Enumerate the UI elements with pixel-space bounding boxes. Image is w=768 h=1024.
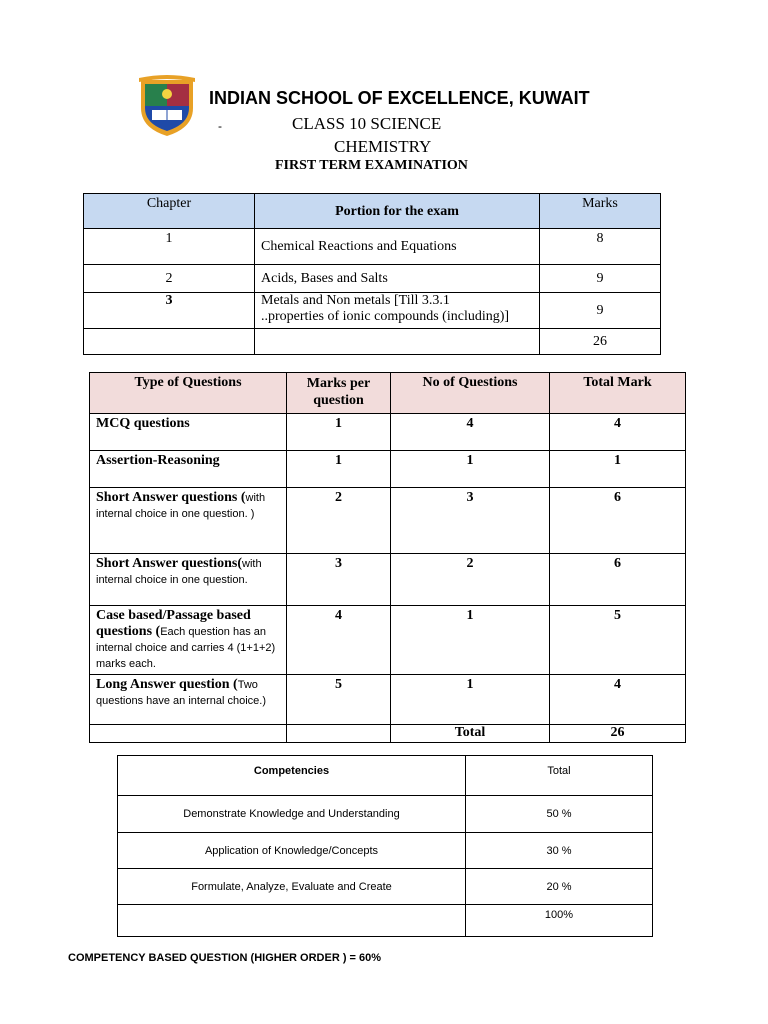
count-cell: 2 bbox=[391, 554, 550, 606]
header-type: Type of Questions bbox=[90, 373, 287, 414]
header-total: Total bbox=[466, 756, 653, 796]
empty-cell bbox=[90, 725, 287, 743]
chapter-cell: 2 bbox=[84, 265, 255, 293]
header-chapter: Chapter bbox=[84, 194, 255, 229]
question-type-cell bbox=[90, 675, 287, 725]
table-row bbox=[118, 869, 653, 905]
total-value: 26 bbox=[550, 725, 686, 743]
count-cell: 1 bbox=[391, 451, 550, 488]
table-total-row bbox=[118, 905, 653, 937]
competency-header bbox=[118, 756, 653, 796]
total-label: Total bbox=[391, 725, 550, 743]
school-crest-icon bbox=[135, 74, 199, 138]
table-row bbox=[118, 833, 653, 869]
marks-cell: 4 bbox=[287, 606, 391, 675]
question-type-cell bbox=[90, 451, 287, 488]
question-type-table bbox=[89, 372, 686, 743]
total-marks-cell: 26 bbox=[540, 329, 661, 355]
portion-line: Metals and Non metals [Till 3.3.1 bbox=[261, 293, 450, 308]
table-row bbox=[84, 229, 661, 265]
header-marks: Marks bbox=[540, 194, 661, 229]
table-row bbox=[84, 329, 661, 355]
count-cell: 1 bbox=[391, 675, 550, 725]
table-row bbox=[90, 606, 686, 675]
chapter-cell: 1 bbox=[84, 229, 255, 265]
marks-cell: 2 bbox=[287, 488, 391, 554]
portion-cell: Acids, Bases and Salts bbox=[255, 265, 540, 293]
competency-name: Formulate, Analyze, Evaluate and Create bbox=[118, 869, 466, 905]
question-note: Two questions have an internal choice.) bbox=[96, 679, 266, 707]
school-name: INDIAN SCHOOL OF EXCELLENCE, KUWAIT bbox=[209, 88, 590, 108]
table-row bbox=[90, 675, 686, 725]
header-count: No of Questions bbox=[391, 373, 550, 414]
empty-cell bbox=[118, 905, 466, 937]
chapter-cell: 3 bbox=[84, 293, 255, 329]
header-portion: Portion for the exam bbox=[255, 194, 540, 229]
table-row bbox=[118, 796, 653, 833]
question-note: with internal choice in one question. ) bbox=[96, 492, 266, 520]
marks-cell: 5 bbox=[287, 675, 391, 725]
header-competencies: Competencies bbox=[118, 756, 466, 796]
count-cell: 1 bbox=[391, 606, 550, 675]
question-table-header bbox=[90, 373, 686, 414]
portion-cell bbox=[255, 293, 540, 329]
total-cell: 1 bbox=[550, 451, 686, 488]
footer-note: COMPETENCY BASED QUESTION (HIGHER ORDER ) = 60% bbox=[68, 952, 382, 964]
question-type: MCQ questions bbox=[96, 416, 190, 431]
portion-table-header bbox=[84, 194, 661, 229]
table-row bbox=[90, 451, 686, 488]
total-cell: 6 bbox=[550, 554, 686, 606]
question-type: Case based/Passage based questions ( bbox=[96, 608, 251, 639]
competency-name: Application of Knowledge/Concepts bbox=[118, 833, 466, 869]
header-marks-per: Marks per question bbox=[287, 373, 391, 414]
question-type: Short Answer questions ( bbox=[96, 490, 246, 505]
competency-total: 100% bbox=[466, 905, 653, 937]
question-type: Long Answer question ( bbox=[96, 677, 238, 692]
question-note: Each question has an internal choice and carries 4 (1+1+2) marks each. bbox=[96, 626, 276, 670]
table-total-row bbox=[90, 725, 686, 743]
question-type-cell bbox=[90, 414, 287, 451]
table-row bbox=[90, 488, 686, 554]
total-cell: 4 bbox=[550, 414, 686, 451]
question-type-cell bbox=[90, 606, 287, 675]
empty-cell bbox=[287, 725, 391, 743]
total-cell: 5 bbox=[550, 606, 686, 675]
marks-cell: 1 bbox=[287, 414, 391, 451]
marks-cell: 9 bbox=[540, 293, 661, 329]
table-row bbox=[84, 265, 661, 293]
competency-value: 30 % bbox=[466, 833, 653, 869]
marks-cell: 3 bbox=[287, 554, 391, 606]
total-cell: 4 bbox=[550, 675, 686, 725]
competency-name: Demonstrate Knowledge and Understanding bbox=[118, 796, 466, 833]
empty-cell bbox=[255, 329, 540, 355]
header-total: Total Mark bbox=[550, 373, 686, 414]
count-cell: 3 bbox=[391, 488, 550, 554]
question-type: Assertion-Reasoning bbox=[96, 453, 220, 468]
marks-cell: 1 bbox=[287, 451, 391, 488]
competency-table bbox=[117, 755, 653, 937]
empty-cell bbox=[84, 329, 255, 355]
table-row bbox=[84, 293, 661, 329]
total-cell: 6 bbox=[550, 488, 686, 554]
marks-cell: 9 bbox=[540, 265, 661, 293]
stray-dash: - bbox=[218, 119, 222, 133]
question-type: Short Answer questions( bbox=[96, 556, 242, 571]
exam-title: FIRST TERM EXAMINATION bbox=[275, 158, 468, 173]
portion-cell: Chemical Reactions and Equations bbox=[255, 229, 540, 265]
count-cell: 4 bbox=[391, 414, 550, 451]
competency-value: 20 % bbox=[466, 869, 653, 905]
marks-cell: 8 bbox=[540, 229, 661, 265]
subject-title: CHEMISTRY bbox=[334, 137, 432, 156]
question-note: with internal choice in one question. bbox=[96, 558, 262, 586]
question-type-cell bbox=[90, 488, 287, 554]
competency-value: 50 % bbox=[466, 796, 653, 833]
class-title: CLASS 10 SCIENCE bbox=[292, 114, 442, 133]
portion-line: ..properties of ionic compounds (including)] bbox=[261, 309, 510, 324]
portion-table bbox=[83, 193, 661, 355]
question-type-cell bbox=[90, 554, 287, 606]
table-row bbox=[90, 554, 686, 606]
table-row bbox=[90, 414, 686, 451]
